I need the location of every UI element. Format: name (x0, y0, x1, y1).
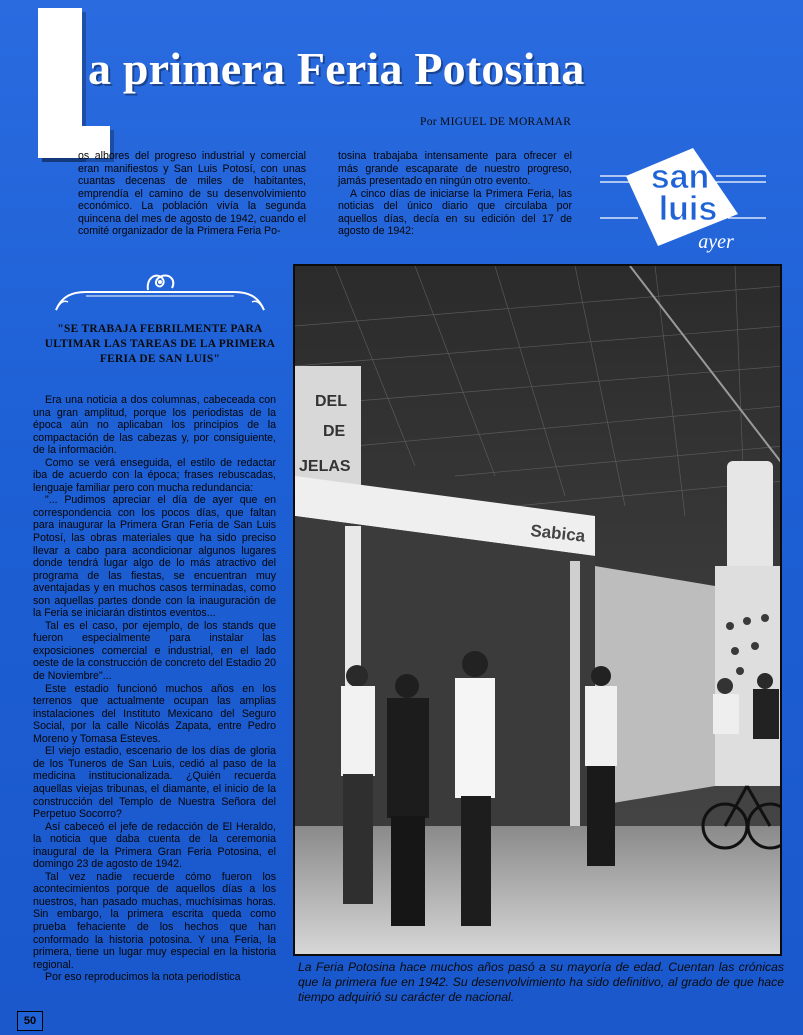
body-paragraph: Así cabeceó el jefe de redacción de El Heraldo, la noticia que daba cuenta de la ceremonia inaugural de la Primera Gran Feria Potosina, el domingo 23 de agosto de 1942. (33, 820, 276, 871)
intro-paragraph: tosina trabajaba intensamente para ofrecer el más grande escaparate de nuestro progreso, jamás presentado en ningún otro evento. (338, 150, 572, 188)
banner-text-3: JELAS (299, 458, 351, 475)
body-paragraph: "... Pudimos apreciar el día de ayer que en correspondencia con los pocos días, que faltan para inaugurar la Primera Gran Feria de San Luis Potosí, las obras materiales que ha sido preciso llevar a cabo para acondicionar algunos lugares donde tendrá lugar algo de lo más atractivo del programa de las fiestas, se encuentran muy aventajadas y en muchos casos terminadas, como son aquellas partes donde con la inauguración de la Feria se iniciarán distintos eventos... (33, 494, 276, 620)
article-title: a primera Feria Potosina (88, 43, 585, 94)
byline: Por MIGUEL DE MORAMAR (420, 116, 572, 128)
right-booth (715, 566, 782, 786)
logo-word-luis: luis (658, 190, 718, 228)
historical-fair-photo (293, 264, 782, 956)
intro-paragraph: os albores del progreso industrial y comercial eran manifiestos y San Luis Potosí, con unas cuantas decenas de miles de habitantes, emprendía el camino de su desenvolvimiento económico. La población vivía la segunda quincena del mes de agosto de 1942, cuando el comité organizador de la Primera Feria Po- (78, 150, 306, 238)
section-headline: "SE TRABAJA FEBRILMENTE PARA ULTIMAR LAS TAREAS DE LA PRIMERA FERIA DE SAN LUIS" (44, 323, 276, 365)
stand-interior (295, 516, 595, 866)
intro-paragraph: A cinco días de iniciarse la Primera Feria, las noticias del único diario que circulaba por aquellos días, decía en su edición del 17 de agosto de 1942: (338, 187, 572, 238)
photo-scene (295, 266, 782, 956)
drop-cap-l (38, 8, 90, 158)
body-paragraph: Este estadio funcionó muchos años en los terrenos que actualmente ocupan las amplias instalaciones del Instituto Mexicano del Seguro Social, por la calle Nicolás Zapata, entre Pedro Moreno y Tomasa Esteves. (33, 682, 276, 745)
body-paragraph: Tal vez nadie recuerde cómo fueron los acontecimientos porque de aquellos días a los nuestros, han pasado muchas, muchísimas horas. Sin embargo, la primera escrita queda como prueba fehaciente de los hechos que han conformado la historia potosina. Y una Feria, la primera, tiene un lugar muy especial en la historia regional. (33, 870, 276, 971)
logo-word-san: san (650, 158, 710, 196)
photo-caption: La Feria Potosina hace muchos años pasó a su mayoría de edad. Cuentan las crónicas que la primera fue en 1942. Su desenvolvimiento ha sido definitivo, al grado de que hace tiempo adquirió su carácter de nacional. (298, 960, 784, 1005)
main-column (33, 394, 276, 984)
san-luis-ayer-logo (598, 146, 768, 256)
ornament-divider (52, 266, 268, 314)
stand-sign-text: Sabica (529, 521, 587, 546)
body-paragraph: Tal es el caso, por ejemplo, de los stands que fueron especialmente para instalar las exposiciones comercial e industrial, en el lado oeste de la construcción de concreto del Estadio 20 de Noviembre"... (33, 619, 276, 683)
page-number: 50 (17, 1011, 43, 1031)
stand-pillar-2 (570, 561, 580, 831)
body-paragraph: Era una noticia a dos columnas, cabeceada con una gran amplitud, porque los periodistas de la época aún no aplicaban los principios de la compactación de las cabezas y, por consiguiente, de la información. (33, 394, 276, 457)
body-paragraph: Como se verá enseguida, el estilo de redactar iba de acuerdo con la época; frases rebuscadas, lenguaje familiar pero con mucha redundancia: (33, 456, 276, 494)
body-paragraph: El viejo estadio, escenario de los días de gloria de los Tuneros de San Luis, cedió al paso de la medicina institucionalizada. ¿Quién recuerda aquellas viejas tribunas, el diamante, el inicio de la construcción del Templo de Nuestra Señora del Perpetuo Socorro? (33, 745, 276, 821)
banner-text-1: DEL (315, 393, 347, 410)
intro-column-1 (78, 150, 306, 238)
sign-right (727, 461, 773, 571)
intro-column-2 (338, 150, 572, 238)
logo-word-ayer: ayer (698, 231, 734, 253)
banner-text-2: DE (323, 423, 346, 440)
body-paragraph: Por eso reproducimos la nota periodística (45, 971, 241, 984)
